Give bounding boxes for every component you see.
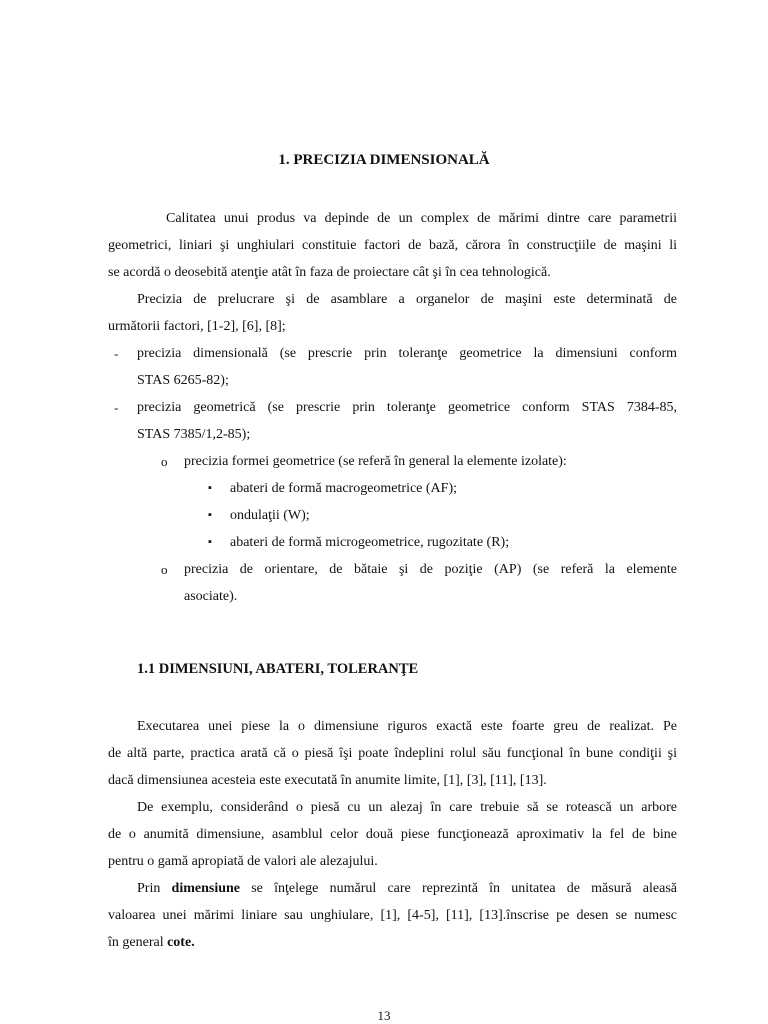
text-run: se înţelege numărul care reprezintă în unitatea de măsură aleasă: [240, 881, 677, 896]
circle-bullet: o: [161, 454, 168, 469]
text-line: abateri de formă macrogeometrice (AF);: [230, 481, 458, 496]
term-cote: cote.: [167, 935, 195, 950]
chapter-title: 1. PRECIZIA DIMENSIONALĂ: [278, 152, 490, 168]
text-line: următorii factori, [1-2], [6], [8];: [108, 319, 286, 334]
text-line: geometrici, liniari şi unghiulari constituie factori de bază, cărora în construcţiile de maşini li: [108, 238, 677, 253]
text-line: precizia de orientare, de bătaie şi de poziţie (AP) (se referă la elemente: [184, 562, 677, 577]
text-run: în general: [108, 935, 168, 950]
square-bullet: ▪: [208, 509, 212, 521]
square-bullet: ▪: [208, 536, 212, 548]
circle-bullet: o: [161, 562, 168, 577]
dash-bullet: -: [114, 346, 119, 361]
text-line: Executarea unei piese la o dimensiune riguros exactă este foarte greu de realizat. Pe: [137, 719, 677, 734]
text-line: STAS 7385/1,2-85);: [137, 427, 251, 442]
term-dimensiune: dimensiune: [171, 881, 241, 896]
text-line: STAS 6265-82);: [137, 373, 229, 388]
text-line: Calitatea unui produs va depinde de un complex de mărimi dintre care parametrii: [166, 211, 677, 226]
text-line: ondulaţii (W);: [230, 508, 310, 523]
text-line: precizia geometrică (se prescrie prin toleranţe geometrice conform STAS 7384-85,: [137, 400, 677, 415]
text-line: De exemplu, considerând o piesă cu un alezaj în care trebuie să se rotească un arbore: [137, 800, 677, 815]
text-line: precizia formei geometrice (se referă în general la elemente izolate):: [184, 454, 567, 469]
text-line: precizia dimensională (se prescrie prin toleranţe geometrice la dimensiuni conform: [137, 346, 677, 361]
text-run: Prin: [137, 881, 172, 896]
text-line: asociate).: [184, 589, 238, 604]
section-title: 1.1 DIMENSIUNI, ABATERI, TOLERANŢE: [137, 661, 419, 677]
text-line: [108, 929, 677, 956]
dash-bullet: -: [114, 400, 119, 415]
text-line: valoarea unei mărimi liniare sau unghiulare, [1], [4-5], [11], [13].înscrise pe desen se numesc: [108, 908, 677, 923]
page-number: 13: [377, 1008, 391, 1023]
text-line: se acordă o deosebită atenţie atât în faza de proiectare cât şi în cea tehnologică.: [108, 265, 551, 280]
text-line: abateri de formă microgeometrice, rugozitate (R);: [230, 535, 510, 550]
text-line: de altă parte, practica arată că o piesă îşi poate îndeplini rolul său funcţional în bune condiţii şi: [108, 746, 677, 761]
square-bullet: ▪: [208, 482, 212, 494]
text-line: Precizia de prelucrare şi de asamblare a organelor de maşini este determinată de: [137, 292, 677, 307]
text-line: dacă dimensiunea acesteia este executată în anumite limite, [1], [3], [11], [13].: [108, 773, 547, 788]
text-line: [137, 875, 677, 902]
text-line: de o anumită dimensiune, asamblul celor două piese funcţionează aproximativ la fel de bine: [108, 827, 677, 842]
text-line: pentru o gamă apropiată de valori ale alezajului.: [108, 854, 378, 869]
